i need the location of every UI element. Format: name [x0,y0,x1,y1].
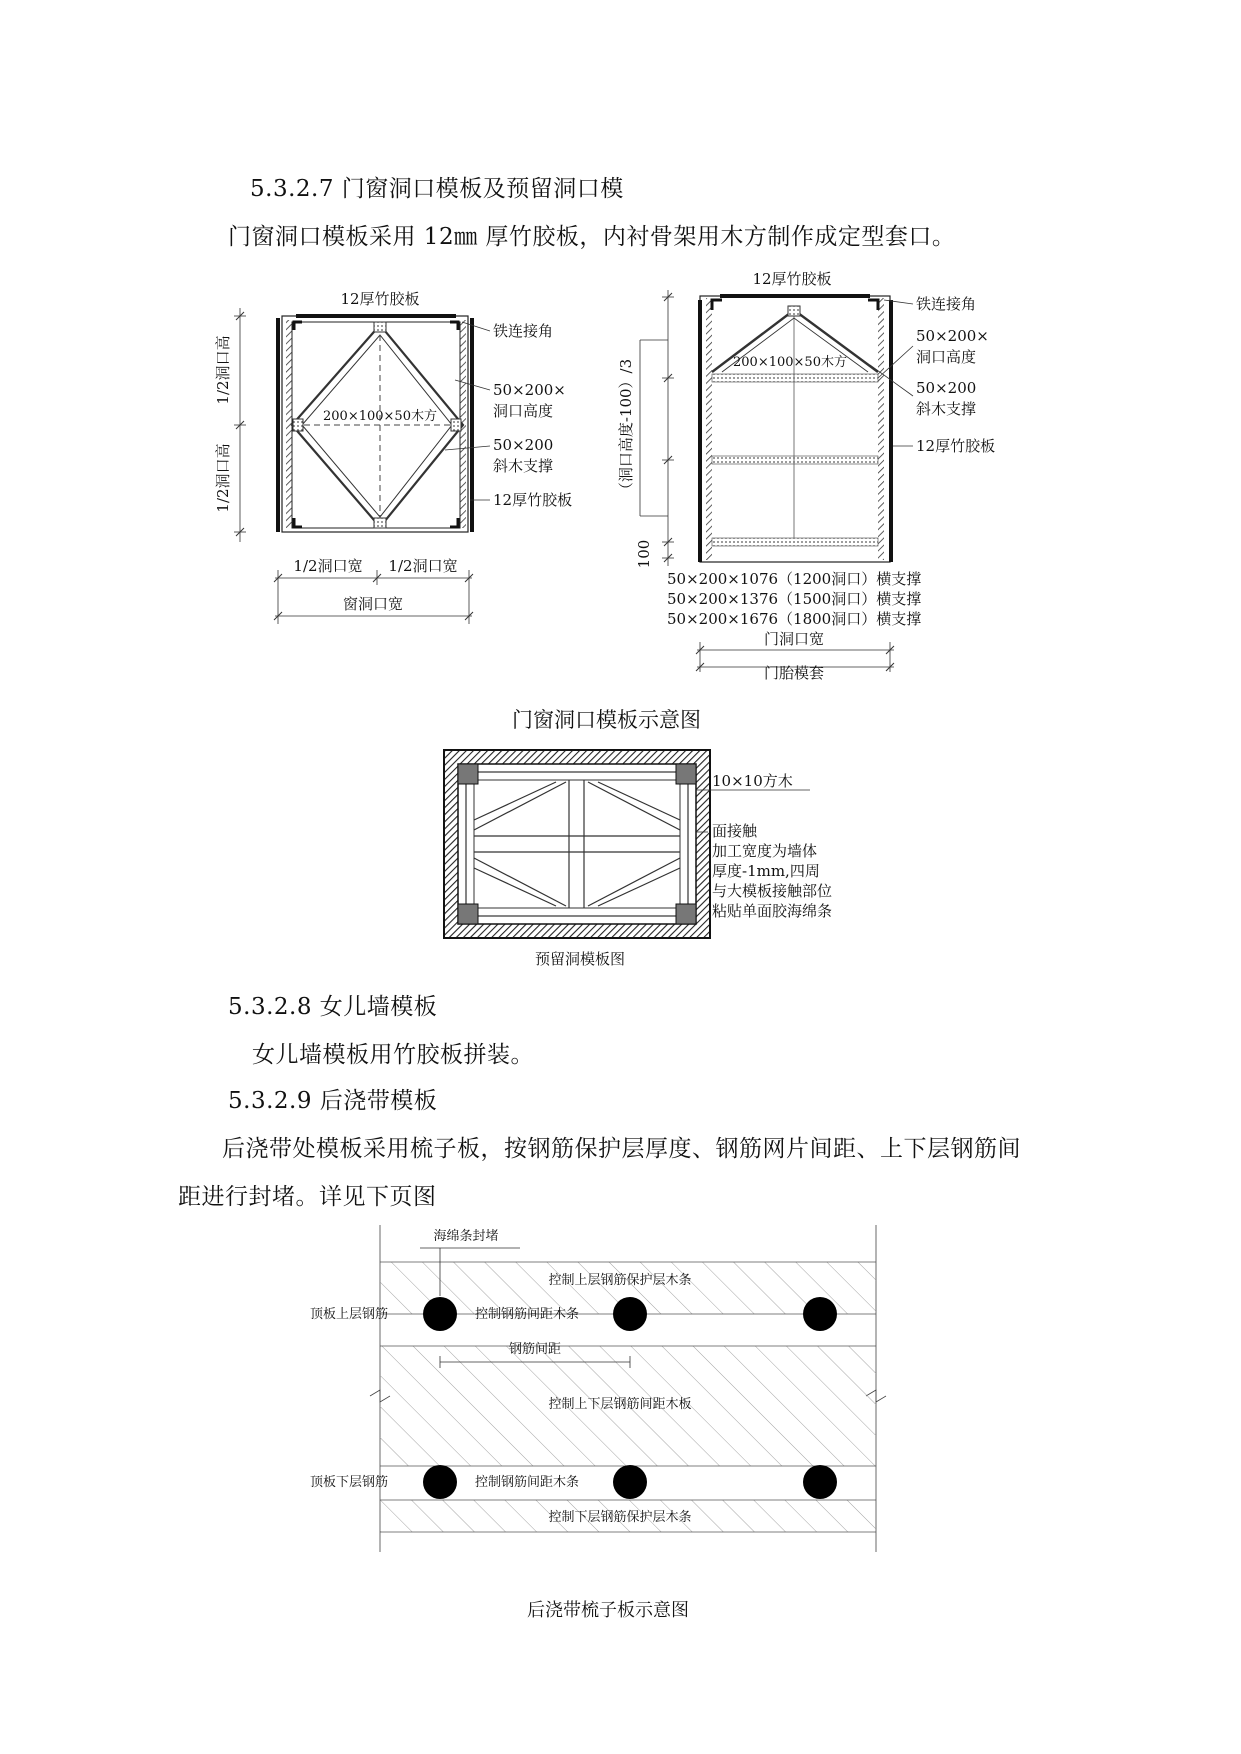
window-right-label-3: 洞口高度 [493,402,554,420]
window-right-label-2: 50×200× [493,381,566,399]
door-right-label-1: 铁连接角 [916,295,977,313]
section-527-body: 门窗洞口模板采用 12㎜ 厚竹胶板，内衬骨架用木方制作成定型套口。 [228,224,956,250]
top-spacing-strip-label: 控制钢筋间距木条 [475,1307,580,1322]
door-right-label-6: 12厚竹胶板 [916,437,996,455]
rebar-top-3 [803,1297,837,1331]
window-center-label: 200×100×50木方 [323,409,437,424]
door-brace-line-1: 50×200×1076（1200洞口）横支撑 [667,570,922,588]
section-529-heading: 5.3.2.9 后浇带模板 [228,1088,438,1114]
window-bottom-dim-right: 1/2洞口宽 [388,557,458,575]
reserved-hole-label-2: 面接触 [712,822,758,840]
top-cover-strip-label: 控制上层钢筋保护层木条 [548,1273,692,1288]
door-brace-line-3: 50×200×1676（1800洞口）横支撑 [667,610,922,628]
reserved-hole-label-4: 厚度-1mm,四周 [712,862,820,880]
rebar-bottom-2 [613,1465,647,1499]
top-rebar-label: 顶板上层钢筋 [310,1307,389,1322]
rebar-spacing-label: 钢筋间距 [508,1342,562,1357]
window-left-dim-bottom: 1/2洞口高 [214,443,232,513]
section-528-heading: 5.3.2.8 女儿墙模板 [228,994,438,1020]
reserved-hole-figure [0,745,1241,985]
reserved-hole-label-6: 粘贴单面胶海绵条 [712,902,833,920]
door-top-label: 12厚竹胶板 [752,270,832,288]
figure-3-caption: 后浇带梳子板示意图 [527,1600,689,1621]
window-right-label-6: 12厚竹胶板 [493,491,573,509]
window-bottom-dim-left: 1/2洞口宽 [293,557,363,575]
opening-formwork-figure [0,260,1241,700]
rebar-bottom-1 [423,1465,457,1499]
door-right-label-4: 50×200 [916,379,977,397]
section-527-heading: 5.3.2.7 门窗洞口模板及预留洞口模 [250,176,624,202]
reserved-hole-label-3: 加工宽度为墙体 [712,842,818,860]
window-right-label-4: 50×200 [493,436,554,454]
bottom-rebar-label: 顶板下层钢筋 [310,1475,389,1490]
door-bottom-dim-outer: 门胎模套 [763,664,825,682]
section-529-body-line1: 后浇带处模板采用梳子板，按钢筋保护层厚度、钢筋网片间距、上下层钢筋间 [222,1136,1021,1162]
reserved-hole-label-5: 与大模板接触部位 [712,882,833,900]
window-right-label-5: 斜木支撑 [493,457,554,475]
bottom-cover-strip-label: 控制下层钢筋保护层木条 [548,1510,692,1525]
window-left-dim-top: 1/2洞口高 [214,335,232,405]
door-brace-line-2: 50×200×1376（1500洞口）横支撑 [667,590,922,608]
section-529-body-line2: 距进行封堵。详见下页图 [178,1184,437,1210]
door-center-label: 200×100×50木方 [733,355,847,370]
bottom-spacing-strip-label: 控制钢筋间距木条 [475,1475,580,1490]
door-right-label-3: 洞口高度 [916,348,977,366]
door-left-dim: （洞口高度-100）/3 [617,358,635,498]
window-right-label-1: 铁连接角 [493,322,554,340]
figure-1-caption: 门窗洞口模板示意图 [512,708,701,732]
rebar-top-2 [613,1297,647,1331]
door-formwork-diagram [617,270,995,682]
section-528-body: 女儿墙模板用竹胶板拼装。 [252,1042,534,1068]
rebar-top-1 [423,1297,457,1331]
post-pour-strip-figure [0,1220,1241,1660]
middle-board-label: 控制上下层钢筋间距木板 [548,1397,692,1412]
window-bottom-dim-total: 窗洞口宽 [342,595,404,613]
door-right-label-2: 50×200× [916,327,989,345]
door-right-label-5: 斜木支撑 [916,400,977,418]
figure-2-caption: 预留洞模板图 [534,950,626,968]
door-left-dim-small: 100 [635,539,653,569]
reserved-hole-label-1: 10×10方木 [712,772,793,790]
rebar-bottom-3 [803,1465,837,1499]
window-formwork-diagram [214,290,572,624]
sponge-seal-label: 海绵条封堵 [433,1229,499,1244]
window-top-label: 12厚竹胶板 [340,290,420,308]
door-bottom-dim-inner: 门洞口宽 [763,630,825,648]
